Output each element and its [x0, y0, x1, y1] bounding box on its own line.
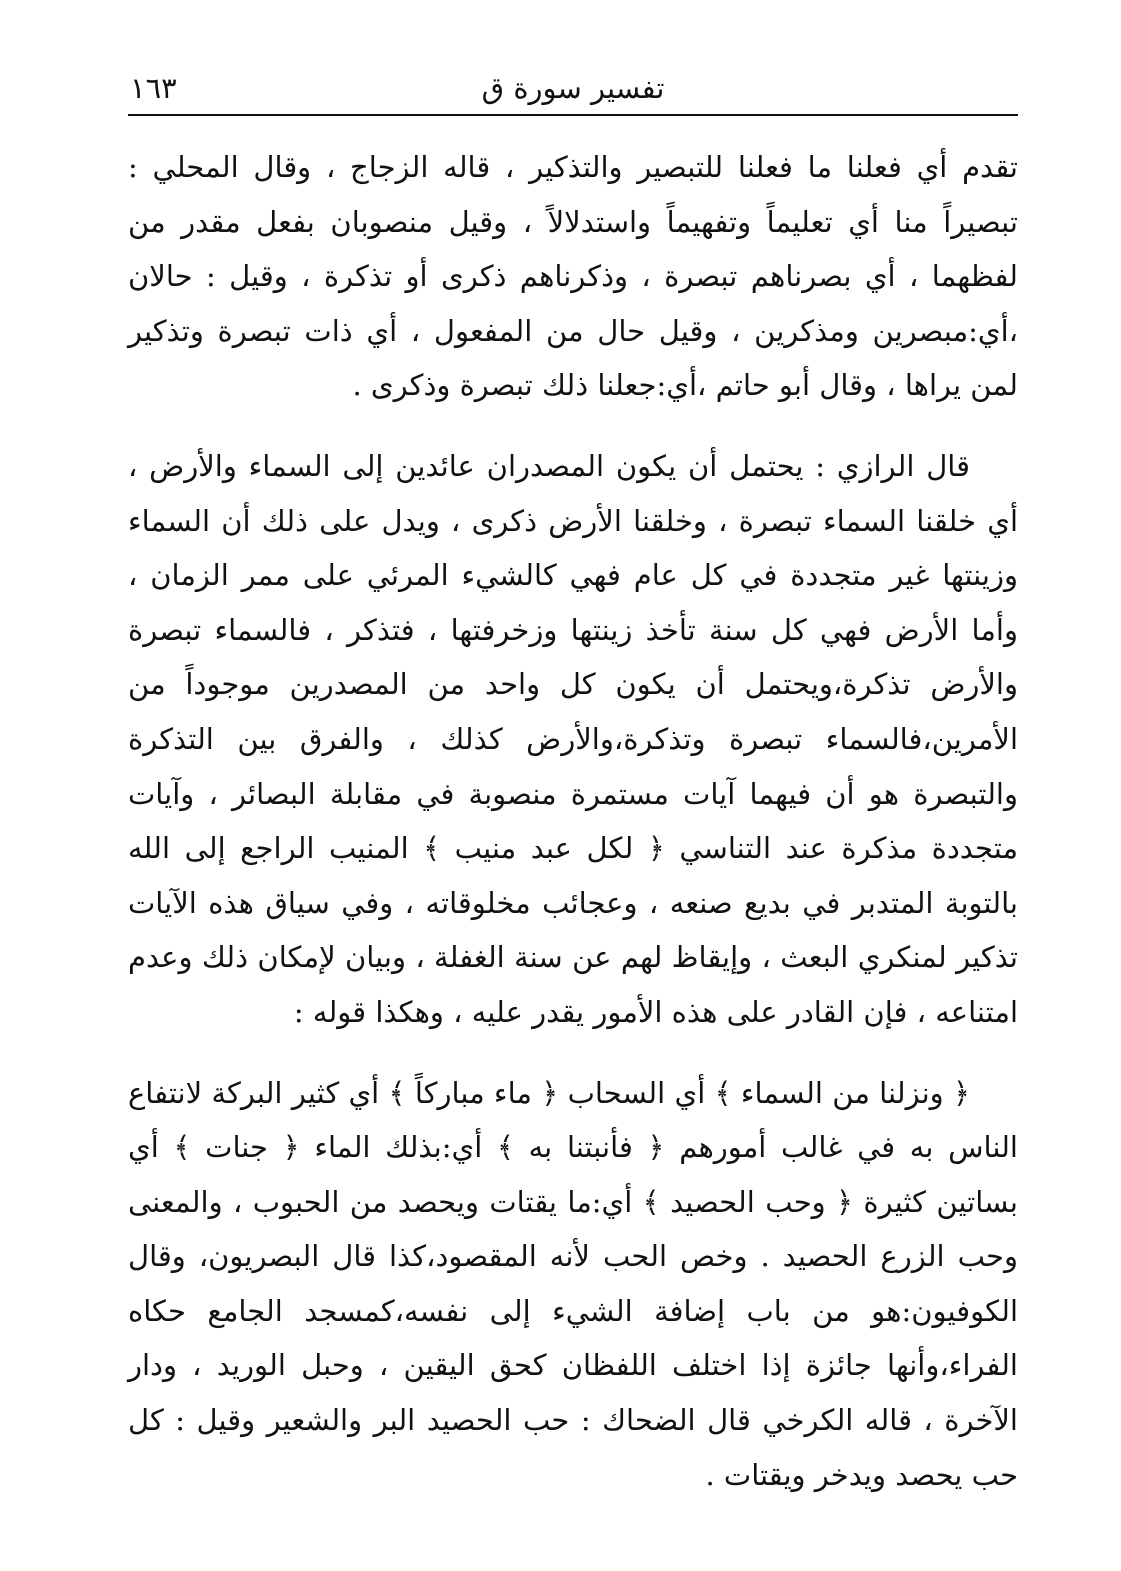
page-header: [128, 62, 1018, 110]
paragraph-3: ﴿ ونزلنا من السماء ﴾ أي السحاب ﴿ ماء مباركاً ﴾ أي كثير البركة لانتفاع الناس به في غالب أمورهم ﴿ فأنبتنا به ﴾ أي:بذلك الماء ﴿ جنات ﴾ أي بساتين كثيرة ﴿ وحب الحصيد ﴾ أي:ما يقتات ويحصد من الحبوب ، والمعنى وحب الزرع الحصيد . وخص الحب لأنه المقصود،كذا قال البصريون، وقال الكوفيون:هو من باب إضافة الشيء إلى نفسه،كمسجد الجامع حكاه الفراء،وأنها جائزة إذا اختلف اللفظان كحق اليقين ، وحبل الوريد ، ودار الآخرة ، قاله الكرخي قال الضحاك : حب الحصيد البر والشعير وقيل : كل حب يحصد ويدخر ويقتات .: [128, 1075, 1018, 1492]
page-number: ١٦٣: [130, 71, 177, 105]
header-rule: [128, 114, 1018, 116]
body-text: [128, 140, 1018, 1502]
paragraph-2: قال الرازي : يحتمل أن يكون المصدران عائدين إلى السماء والأرض ، أي خلقنا السماء تبصرة ، وخلقنا الأرض ذكرى ، ويدل على ذلك أن السماء وزينتها غير متجددة في كل عام فهي كالشيء المرئي على ممر الزمان ، وأما الأرض فهي كل سنة تأخذ زينتها وزخرفتها ، فتذكر ، فالسماء تبصرة والأرض تذكرة،ويحتمل أن يكون كل واحد من المصدرين موجوداً من الأمرين،فالسماء تبصرة وتذكرة،والأرض كذلك ، والفرق بين التذكرة والتبصرة هو أن فيهما آيات مستمرة منصوبة في مقابلة البصائر ، وآيات متجددة مذكرة عند التناسي ﴿ لكل عبد منيب ﴾ المنيب الراجع إلى الله بالتوبة المتدبر في بديع صنعه ، وعجائب مخلوقاته ، وفي سياق هذه الآيات تذكير لمنكري البعث ، وإيقاظ لهم عن سنة الغفلة ، وبيان لإمكان ذلك وعدم امتناعه ، فإن القادر على هذه الأمور يقدر عليه ، وهكذا قوله :: [128, 448, 1018, 1029]
paragraph-1: تقدم أي فعلنا ما فعلنا للتبصير والتذكير ، قاله الزجاج ، وقال المحلي : تبصيراً منا أي تعليماً وتفهيماً واستدلالاً ، وقيل منصوبان بفعل مقدر من لفظهما ، أي بصرناهم تبصرة ، وذكرناهم ذكرى أو تذكرة ، وقيل : حالان ،أي:مبصرين ومذكرين ، وقيل حال من المفعول ، أي ذات تبصرة وتذكير لمن يراها ، وقال أبو حاتم ،أي:جعلنا ذلك تبصرة وذكرى .: [128, 150, 1018, 403]
running-title: تفسير سورة ق: [481, 71, 665, 105]
